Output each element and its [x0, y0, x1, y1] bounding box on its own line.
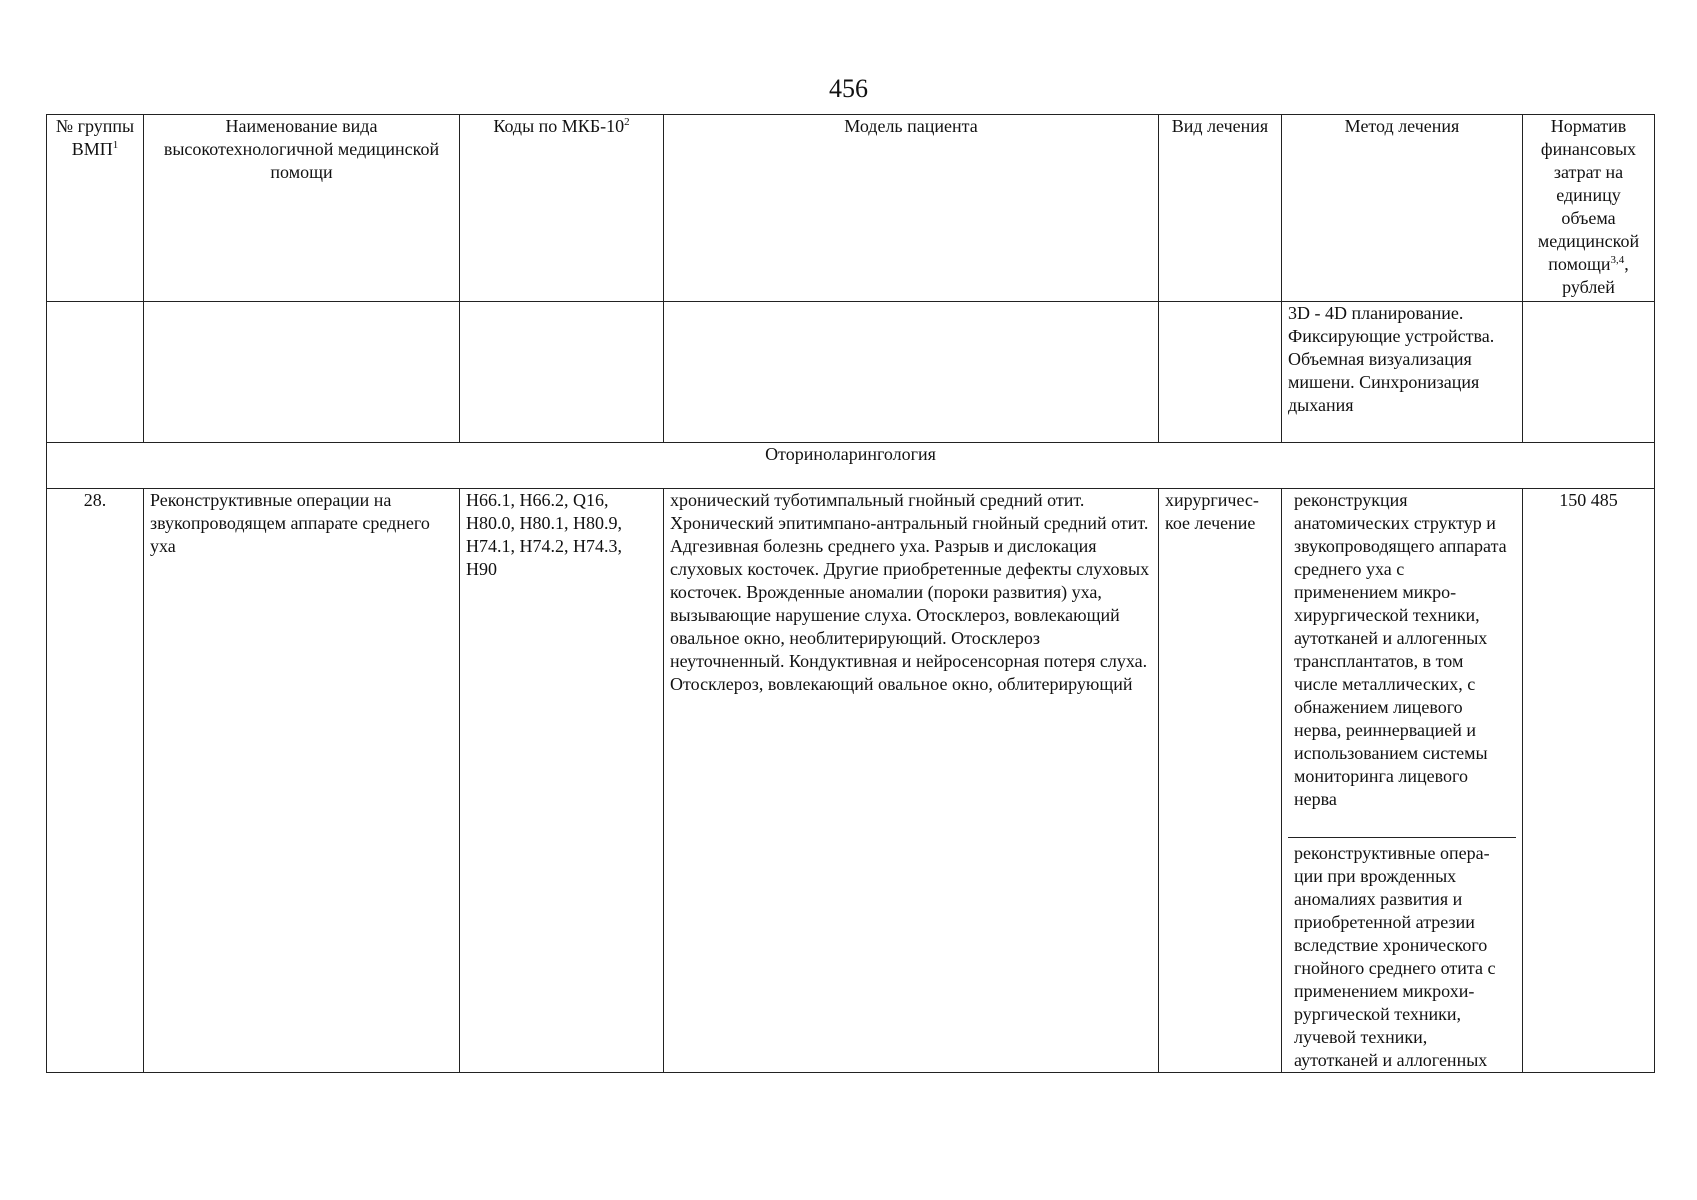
section-title: Оториноларингология	[47, 443, 1655, 489]
row-model: хронический туботимпальный гнойный средний отит. Хронический эпитимпано-антральный гнойный средний отит. Адгезивная болезнь среднего уха. Разрыв и дислокация слуховых косточек. Другие приобретенные дефекты слуховых косточек. Врожденные аномалии (пороки развития) уха, вызывающие нарушение слуха. Отосклероз, вовлекающий овальное окно, необлитерирующий. Отосклероз неуточненный. Кондуктивная и нейросенсорная потеря слуха. Отосклероз, вовлекающий овальное окно, облитерирующий	[664, 489, 1159, 1073]
row-codes: H66.1, H66.2, Q16, H80.0, H80.1, H80.9, H74.1, H74.2, H74.3, H90	[460, 489, 664, 1073]
header-model: Модель пациента	[664, 115, 1159, 302]
row-group-no: 28.	[47, 489, 144, 1073]
method-item: реконструктивные опера-ции при врожденных аномалиях развития и приобретенной атрезии вследствие хронического гнойного среднего отита с применением микрохи-рургической техники, лучевой техники, аутотканей и аллогенных	[1294, 843, 1496, 1070]
continuation-row	[47, 302, 1655, 443]
method-item: реконструкция анатомических структур и звукопроводящего аппарата среднего уха с применением микро-хирургической техники, аутотканей и аллогенных трансплантатов, в том числе металлических, с обнажением лицевого нерва, реиннервацией и использованием системы мониторинга лицевого нерва	[1288, 489, 1516, 838]
vmp-table	[46, 114, 1655, 1073]
header-name: Наименование вида высокотехнологичной медицинской помощи	[144, 115, 460, 302]
header-group-no: № группы ВМП$^1$	[47, 115, 144, 302]
header-row	[47, 115, 1655, 302]
header-codes: Коды по МКБ-$10^2$	[460, 115, 664, 302]
row-cost: 150 485	[1523, 489, 1655, 1073]
section-row	[47, 443, 1655, 489]
page-number: 456	[829, 74, 868, 103]
row-methods	[1282, 489, 1523, 1073]
row-name: Реконструктивные операции на звукопроводящем аппарате среднего уха	[144, 489, 460, 1073]
header-treatment-type: Вид лечения	[1159, 115, 1282, 302]
header-cost: Норматив финансовых затрат на единицу объема медицинской помощи$^{3,4}$, рублей	[1523, 115, 1655, 302]
table-row	[47, 489, 1655, 1073]
continuation-method: 3D - 4D планирование. Фиксирующие устройства. Объемная визуализация мишени. Синхронизация дыхания	[1282, 302, 1523, 443]
header-method: Метод лечения	[1282, 115, 1523, 302]
row-treatment-type: хирургичес-кое лечение	[1159, 489, 1282, 1073]
